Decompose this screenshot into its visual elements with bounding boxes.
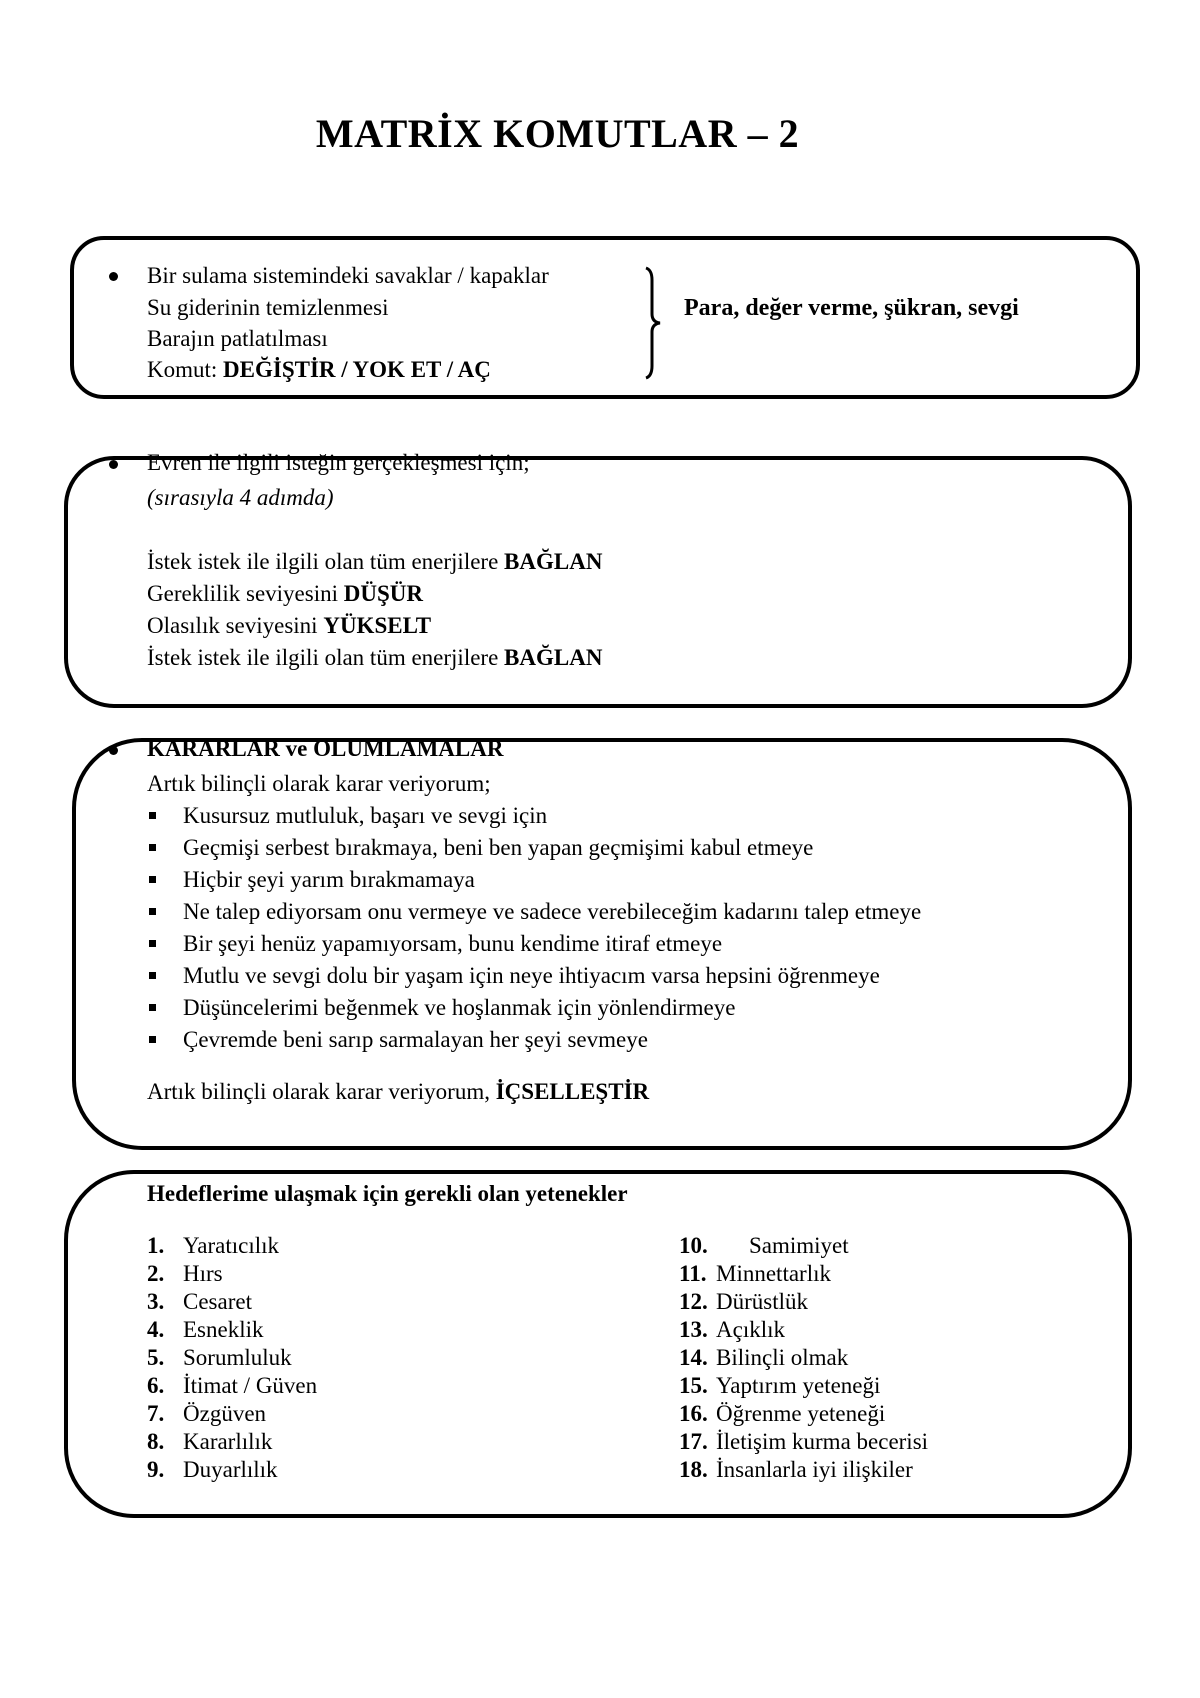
skill-number: 4.: [147, 1317, 165, 1342]
skill-label: Özgüven: [183, 1401, 267, 1426]
skill-label: Kararlılık: [183, 1429, 273, 1454]
section2-step-2: [147, 578, 423, 610]
skill-number: 5.: [147, 1345, 165, 1370]
section2-intro: Evren ile ilgili isteğin gerçekleşmesi için;: [147, 450, 530, 475]
skill-number: 2.: [147, 1261, 165, 1286]
skill-label: Hırs: [183, 1261, 223, 1286]
step-command: DÜŞÜR: [343, 581, 423, 606]
skill-item: [679, 1428, 928, 1456]
skill-number: 14.: [679, 1345, 708, 1370]
skill-label: Dürüstlük: [716, 1289, 808, 1314]
skills-list-right: [679, 1232, 928, 1484]
command-label: Komut:: [147, 357, 224, 382]
skill-label: Sorumluluk: [183, 1345, 292, 1370]
decision-item-7: Düşüncelerimi beğenmek ve hoşlanmak için yönlendirmeye: [183, 995, 736, 1020]
skill-number: 15.: [679, 1373, 708, 1398]
skill-label: İtimat / Güven: [183, 1373, 318, 1398]
decision-item-8: Çevremde beni sarıp sarmalayan her şeyi sevmeye: [183, 1027, 648, 1052]
skill-label: Öğrenme yeteneği: [716, 1401, 886, 1426]
closing-command: İÇSELLEŞTİR: [495, 1079, 650, 1104]
skill-number: 6.: [147, 1373, 165, 1398]
skill-number: 12.: [679, 1289, 708, 1314]
section1-line-1: Bir sulama sistemindeki savaklar / kapaklar: [147, 263, 549, 288]
skill-number: 16.: [679, 1401, 708, 1426]
skill-label: Yaratıcılık: [183, 1233, 280, 1258]
skill-item: [679, 1344, 928, 1372]
skill-label: İletişim kurma becerisi: [716, 1429, 929, 1454]
section2-step-1: [147, 546, 602, 578]
section3-heading: KARARLAR ve OLUMLAMALAR: [147, 736, 504, 761]
section3-closing: [147, 1076, 649, 1108]
skill-number: 18.: [679, 1457, 708, 1482]
bullet-icon: [109, 460, 118, 469]
decision-item-3: Hiçbir şeyi yarım bırakmamaya: [183, 867, 475, 892]
skill-item: [679, 1372, 928, 1400]
skill-label: İnsanlarla iyi ilişkiler: [716, 1457, 913, 1482]
square-bullet-icon: [149, 972, 156, 979]
skill-label: Duyarlılık: [183, 1457, 278, 1482]
skill-label: Açıklık: [716, 1317, 785, 1342]
skills-list-left: [147, 1232, 317, 1484]
skill-item: [679, 1316, 928, 1344]
square-bullet-icon: [149, 812, 156, 819]
square-bullet-icon: [149, 876, 156, 883]
step-command: BAĞLAN: [504, 549, 603, 574]
step-text: İstek istek ile ilgili olan tüm enerjilere: [147, 549, 505, 574]
skill-number: 17.: [679, 1429, 708, 1454]
step-text: Olasılık seviyesini: [147, 613, 324, 638]
skill-label: Esneklik: [183, 1317, 264, 1342]
skill-number: 9.: [147, 1457, 165, 1482]
square-bullet-icon: [149, 908, 156, 915]
skill-item: [147, 1288, 317, 1316]
step-text: İstek istek ile ilgili olan tüm enerjilere: [147, 645, 505, 670]
skill-item: [147, 1344, 317, 1372]
section1-line-3: Barajın patlatılması: [147, 326, 328, 351]
skill-item: [147, 1316, 317, 1344]
section2-note: (sırasıyla 4 adımda): [147, 485, 334, 510]
section1-right-text: Para, değer verme, şükran, sevgi: [684, 295, 1019, 321]
skill-item: [679, 1260, 928, 1288]
command-value: DEĞİŞTİR / YOK ET / AÇ: [223, 357, 491, 382]
decision-item-6: Mutlu ve sevgi dolu bir yaşam için neye ihtiyacım varsa hepsini öğrenmeye: [183, 963, 880, 988]
skill-item: [147, 1232, 317, 1260]
bullet-icon: [109, 746, 118, 755]
skill-item: [679, 1456, 928, 1484]
skill-label: Bilinçli olmak: [716, 1345, 849, 1370]
decision-item-1: Kusursuz mutluluk, başarı ve sevgi için: [183, 803, 548, 828]
decision-item-5: Bir şeyi henüz yapamıyorsam, bunu kendime itiraf etmeye: [183, 931, 723, 956]
skill-label: Cesaret: [183, 1289, 252, 1314]
step-command: BAĞLAN: [504, 645, 603, 670]
square-bullet-icon: [149, 940, 156, 947]
skill-number: 13.: [679, 1317, 708, 1342]
closing-text: Artık bilinçli olarak karar veriyorum,: [147, 1079, 496, 1104]
skill-number: 1.: [147, 1233, 165, 1258]
section1-line-2: Su giderinin temizlenmesi: [147, 295, 389, 320]
skill-item: [679, 1232, 928, 1260]
skill-item: [679, 1400, 928, 1428]
step-command: YÜKSELT: [323, 613, 432, 638]
square-bullet-icon: [149, 1036, 156, 1043]
square-bullet-icon: [149, 844, 156, 851]
skill-item: [147, 1428, 317, 1456]
skill-label: Yaptırım yeteneği: [716, 1373, 881, 1398]
skill-item: [147, 1260, 317, 1288]
skill-item: [679, 1288, 928, 1316]
page-title: MATRİX KOMUTLAR – 2: [315, 111, 800, 156]
section2-step-4: [147, 642, 602, 674]
skill-number: 11.: [679, 1261, 707, 1286]
decision-item-4: Ne talep ediyorsam onu vermeye ve sadece verebileceğim kadarını talep etmeye: [183, 899, 922, 924]
skill-number: 3.: [147, 1289, 165, 1314]
bullet-icon: [109, 272, 118, 281]
decision-item-2: Geçmişi serbest bırakmaya, beni ben yapan geçmişimi kabul etmeye: [183, 835, 814, 860]
section1-command: [147, 354, 491, 386]
skill-item: [147, 1400, 317, 1428]
skill-item: [147, 1456, 317, 1484]
skill-label: Minnettarlık: [716, 1261, 831, 1286]
skill-number: 8.: [147, 1429, 165, 1454]
skill-label: Samimiyet: [749, 1233, 849, 1258]
section4-heading: Hedeflerime ulaşmak için gerekli olan yetenekler: [147, 1181, 628, 1206]
skill-number: 10.: [679, 1233, 708, 1258]
step-text: Gereklilik seviyesini: [147, 581, 344, 606]
section3-intro: Artık bilinçli olarak karar veriyorum;: [147, 771, 491, 796]
skill-item: [147, 1372, 317, 1400]
square-bullet-icon: [149, 1004, 156, 1011]
right-brace-icon: [644, 266, 664, 380]
skill-number: 7.: [147, 1401, 165, 1426]
section2-step-3: [147, 610, 431, 642]
